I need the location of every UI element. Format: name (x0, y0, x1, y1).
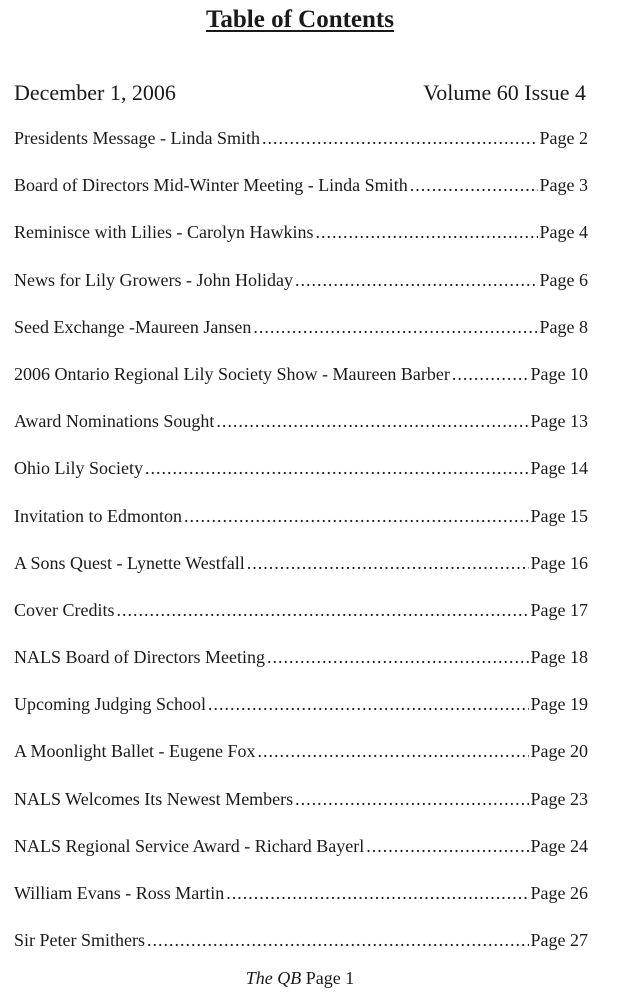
toc-leader-dots (366, 836, 528, 857)
toc-entry-page: Page 23 (530, 788, 588, 809)
toc-entry (14, 789, 588, 836)
toc-entry (14, 128, 588, 175)
toc-leader-dots (315, 222, 537, 243)
toc-entry-title: Invitation to Edmonton (14, 505, 182, 526)
toc-leader-dots (253, 317, 537, 338)
toc-entry-page: Page 3 (539, 175, 588, 196)
toc-entry (14, 553, 588, 600)
toc-leader-dots (295, 270, 538, 291)
toc-entry-page: Page 19 (530, 694, 588, 715)
page-title: Table of Contents (206, 6, 394, 33)
toc-entry-title: NALS Regional Service Award - Richard Bayerl (14, 835, 365, 856)
toc-entry-page: Page 6 (539, 269, 588, 290)
toc-entry-title: NALS Board of Directors Meeting (14, 647, 265, 668)
toc-entry (14, 506, 588, 553)
toc-leader-dots (267, 647, 529, 668)
toc-entry-page: Page 27 (530, 930, 588, 951)
issue-info (14, 80, 586, 106)
toc-entry-title: Upcoming Judging School (14, 694, 206, 715)
toc-entry-title: Ohio Lily Society (14, 458, 143, 479)
toc-entry-title: Cover Credits (14, 599, 115, 620)
page-footer (0, 968, 600, 989)
toc-entry (14, 647, 588, 694)
toc-leader-dots (452, 364, 529, 385)
toc-entry (14, 411, 588, 458)
toc-entry (14, 741, 588, 788)
toc-entry (14, 600, 588, 647)
toc-entry-title: Seed Exchange -Maureen Jansen (14, 316, 252, 337)
toc-entry-title: A Moonlight Ballet - Eugene Fox (14, 741, 256, 762)
toc-entry-page: Page 20 (530, 741, 588, 762)
toc-entry-page: Page 24 (530, 835, 588, 856)
toc-entry-page: Page 4 (539, 222, 588, 243)
toc-entry-page: Page 14 (530, 458, 588, 479)
toc-entry (14, 175, 588, 222)
toc-leader-dots (184, 506, 529, 527)
toc-entry (14, 222, 588, 269)
footer-page-number: Page 1 (305, 968, 355, 988)
toc-entry-title: 2006 Ontario Regional Lily Society Show - Maureen Barber (14, 363, 450, 384)
toc-entry-title: Presidents Message - Linda Smith (14, 128, 260, 148)
toc-leader-dots (208, 694, 529, 715)
toc-entry-page: Page 26 (530, 883, 588, 903)
toc-entry (14, 694, 588, 741)
toc-entry (14, 836, 588, 883)
toc-entry-page: Page 2 (539, 128, 588, 148)
toc-entry-page: Page 16 (530, 552, 588, 573)
issue-date: December 1, 2006 (14, 80, 176, 105)
toc-entry-page: Page 17 (530, 599, 588, 620)
toc-entry-page: Page 18 (530, 647, 588, 668)
toc-entry-page: Page 8 (539, 316, 588, 337)
toc-leader-dots (216, 411, 528, 432)
toc-leader-dots (295, 789, 528, 810)
toc-entry (14, 458, 588, 505)
toc-entry-title: William Evans - Ross Martin (14, 883, 225, 903)
toc-entry-page: Page 10 (530, 363, 588, 384)
toc-leader-dots (410, 175, 538, 196)
publication-name: The QB (245, 968, 302, 988)
toc-leader-dots (257, 741, 528, 762)
toc-leader-dots (147, 930, 529, 951)
toc-entry-page: Page 13 (530, 411, 588, 432)
toc-entry (14, 364, 588, 411)
toc-entry (14, 317, 588, 364)
toc-entry-page: Page 15 (530, 505, 588, 526)
issue-volume: Volume 60 Issue 4 (423, 80, 586, 105)
toc-entry (14, 883, 588, 930)
toc-entry-title: News for Lily Growers - John Holiday (14, 269, 293, 290)
toc-leader-dots (247, 553, 529, 574)
toc-entry-title: Reminisce with Lilies - Carolyn Hawkins (14, 222, 314, 243)
toc-entry-title: Board of Directors Mid-Winter Meeting - Linda Smith (14, 175, 408, 196)
toc-leader-dots (262, 128, 538, 149)
toc-list (14, 128, 588, 977)
toc-entry-title: NALS Welcomes Its Newest Members (14, 788, 294, 809)
toc-entry-title: Award Nominations Sought (14, 411, 215, 432)
toc-entry (14, 270, 588, 317)
toc-entry-title: Sir Peter Smithers (14, 930, 145, 951)
toc-leader-dots (117, 600, 529, 621)
toc-entry-title: A Sons Quest - Lynette Westfall (14, 552, 245, 573)
toc-leader-dots (226, 883, 528, 904)
toc-leader-dots (145, 458, 529, 479)
